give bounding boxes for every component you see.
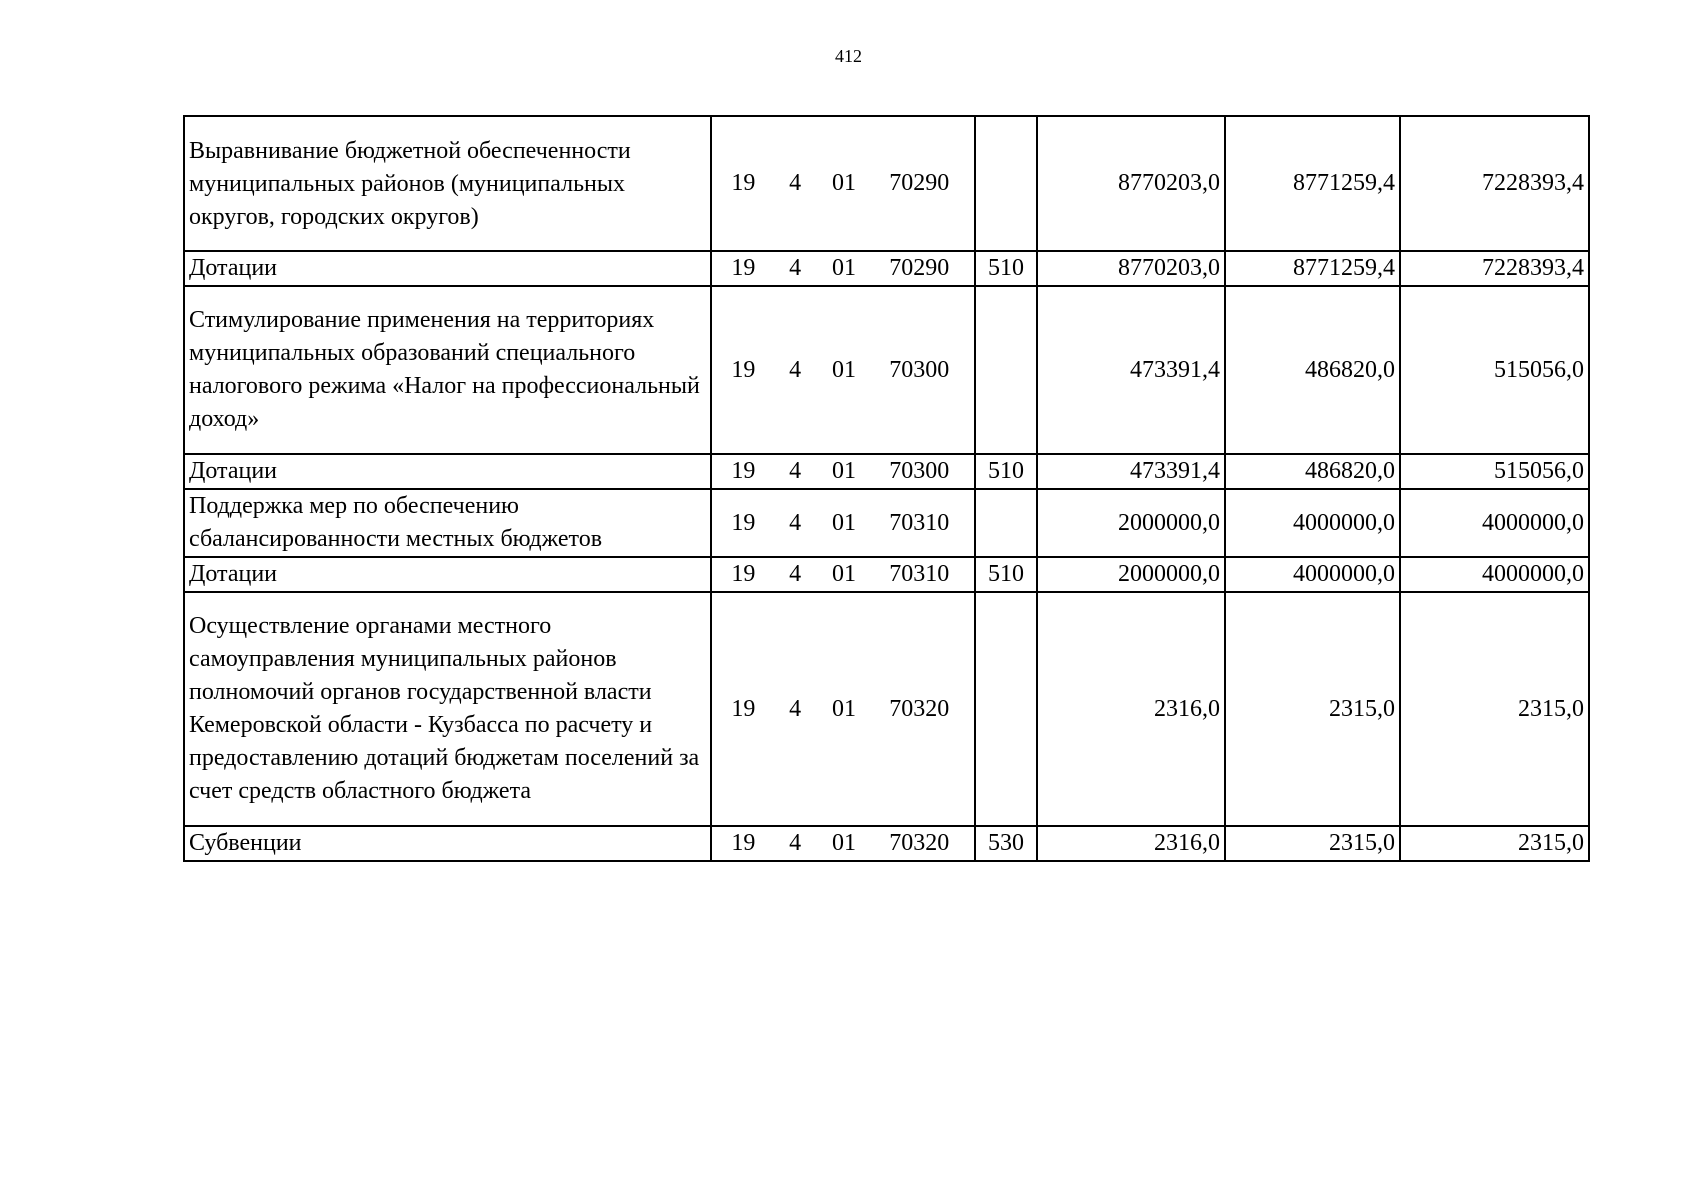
amount-2: 8771259,4: [1225, 116, 1400, 251]
amount-1: 2316,0: [1037, 826, 1225, 861]
amount-1: 2000000,0: [1037, 557, 1225, 592]
amount-1: 8770203,0: [1037, 116, 1225, 251]
code-subsection: 4: [789, 458, 802, 484]
code-direction: 70320: [889, 695, 950, 722]
table-row: [184, 454, 1589, 489]
expense-type-code: [975, 489, 1037, 557]
amount-2: 2315,0: [1225, 592, 1400, 826]
code-group: [711, 116, 975, 251]
amount-1: 473391,4: [1037, 286, 1225, 454]
amount-3: 515056,0: [1400, 286, 1589, 454]
code-subsection: 4: [789, 830, 802, 856]
amount-3: 2315,0: [1400, 826, 1589, 861]
code-section: 19: [731, 170, 756, 196]
amount-2: 4000000,0: [1225, 489, 1400, 557]
code-subsection: 4: [789, 561, 802, 587]
code-subsection: 4: [789, 356, 802, 383]
code-program: 01: [831, 509, 856, 536]
code-group: [711, 826, 975, 861]
code-program: 01: [831, 356, 856, 383]
code-direction: 70300: [889, 356, 950, 383]
code-group: [711, 454, 975, 489]
code-section: 19: [731, 695, 756, 722]
code-program: 01: [831, 561, 856, 587]
amount-1: 2000000,0: [1037, 489, 1225, 557]
budget-table: [183, 115, 1590, 862]
row-name: Осуществление органами местного самоуправления муниципальных районов полномочий органов государственной власти Кемеровской области - Кузбасса по расчету и предоставлению дотаций бюджетам поселений за счет средств областного бюджета: [184, 592, 711, 826]
code-subsection: 4: [789, 255, 802, 281]
amount-2: 2315,0: [1225, 826, 1400, 861]
row-name: Дотации: [184, 251, 711, 286]
row-name: Стимулирование применения на территориях муниципальных образований специального налогового режима «Налог на профессиональный доход»: [184, 286, 711, 454]
row-name: Поддержка мер по обеспечению сбалансированности местных бюджетов: [184, 489, 711, 557]
amount-3: 515056,0: [1400, 454, 1589, 489]
code-group: [711, 592, 975, 826]
code-program: 01: [831, 170, 856, 196]
code-section: 19: [731, 830, 756, 856]
code-direction: 70320: [889, 830, 950, 856]
amount-3: 7228393,4: [1400, 251, 1589, 286]
code-group: [711, 557, 975, 592]
code-program: 01: [831, 458, 856, 484]
expense-type-code: [975, 116, 1037, 251]
code-group: [711, 286, 975, 454]
amount-3: 2315,0: [1400, 592, 1589, 826]
table-row: [184, 826, 1589, 861]
code-program: 01: [831, 830, 856, 856]
table-row: [184, 592, 1589, 826]
amount-3: 4000000,0: [1400, 557, 1589, 592]
amount-2: 486820,0: [1225, 286, 1400, 454]
row-name: Выравнивание бюджетной обеспеченности муниципальных районов (муниципальных округов, городских округов): [184, 116, 711, 251]
expense-type-code: 510: [975, 557, 1037, 592]
amount-1: 473391,4: [1037, 454, 1225, 489]
amount-2: 4000000,0: [1225, 557, 1400, 592]
amount-1: 8770203,0: [1037, 251, 1225, 286]
amount-3: 4000000,0: [1400, 489, 1589, 557]
code-subsection: 4: [789, 695, 802, 722]
table-row: [184, 489, 1589, 557]
code-section: 19: [731, 509, 756, 536]
code-direction: 70310: [889, 561, 950, 587]
table-row: [184, 251, 1589, 286]
code-direction: 70300: [889, 458, 950, 484]
amount-2: 8771259,4: [1225, 251, 1400, 286]
code-direction: 70290: [889, 255, 950, 281]
table-row: [184, 557, 1589, 592]
code-program: 01: [831, 695, 856, 722]
amount-2: 486820,0: [1225, 454, 1400, 489]
expense-type-code: 530: [975, 826, 1037, 861]
expense-type-code: 510: [975, 251, 1037, 286]
code-section: 19: [731, 356, 756, 383]
code-program: 01: [831, 255, 856, 281]
row-name: Дотации: [184, 454, 711, 489]
code-section: 19: [731, 255, 756, 281]
row-name: Дотации: [184, 557, 711, 592]
code-group: [711, 489, 975, 557]
expense-type-code: [975, 286, 1037, 454]
code-group: [711, 251, 975, 286]
row-name: Субвенции: [184, 826, 711, 861]
expense-type-code: 510: [975, 454, 1037, 489]
code-section: 19: [731, 561, 756, 587]
code-direction: 70310: [889, 509, 950, 536]
page-number: 412: [835, 46, 862, 66]
table-row: [184, 286, 1589, 454]
amount-1: 2316,0: [1037, 592, 1225, 826]
code-subsection: 4: [789, 170, 802, 196]
code-subsection: 4: [789, 509, 802, 536]
table-row: [184, 116, 1589, 251]
code-section: 19: [731, 458, 756, 484]
code-direction: 70290: [889, 170, 950, 196]
amount-3: 7228393,4: [1400, 116, 1589, 251]
expense-type-code: [975, 592, 1037, 826]
